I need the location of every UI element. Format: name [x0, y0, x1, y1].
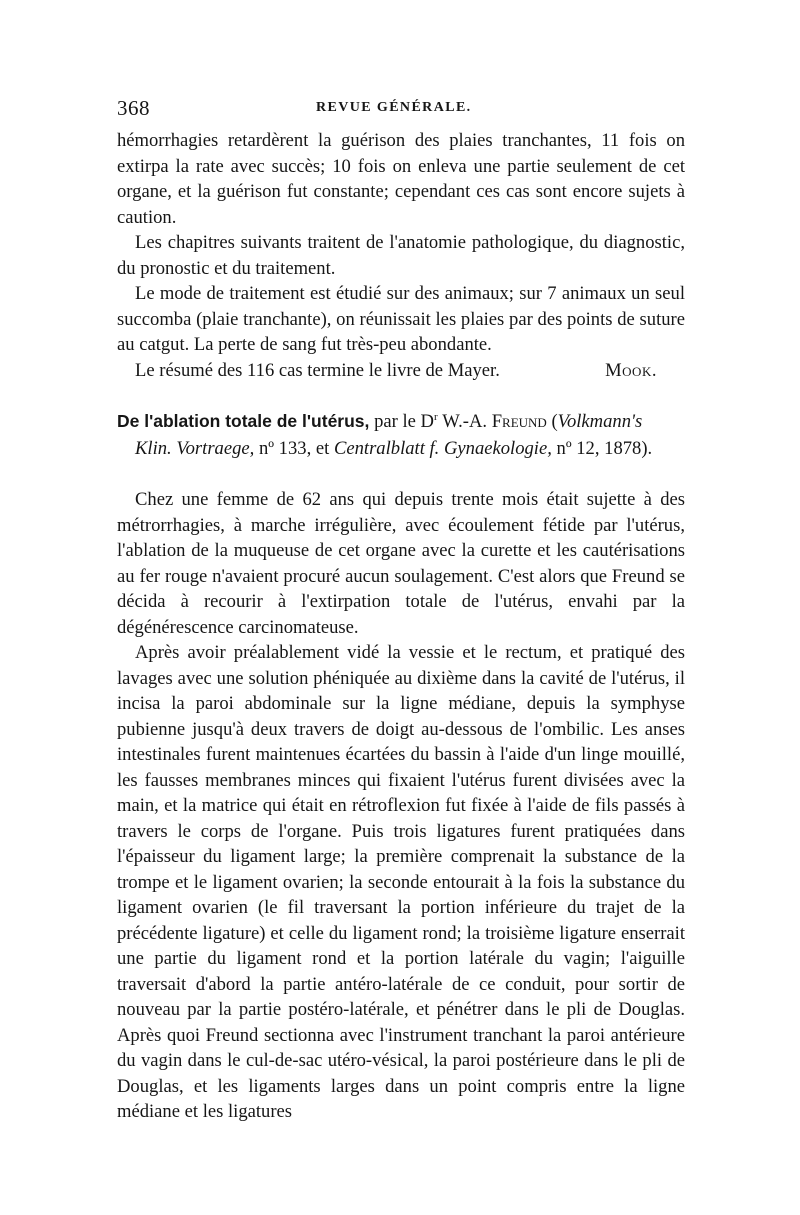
page-header: [117, 96, 687, 120]
article-body: [117, 487, 685, 1125]
ref-open-paren: (: [551, 411, 558, 433]
paragraph: Le mode de traitement est étudié sur des animaux; sur 7 animaux un seul succomba (plaie tranchante), on réunissait les plaies par des points de suture au catgut. La perte de sang fut très-peu abondante.: [117, 283, 685, 355]
ref-number-2: nº 12, 1878).: [556, 438, 653, 460]
review-section: [117, 128, 685, 383]
dr-superscript: r: [433, 411, 438, 423]
heading-line-2: [117, 435, 685, 462]
paragraph: Chez une femme de 62 ans qui depuis trente mois était sujette à des métrorrhagies, à marche irrégulière, avec écoulement fétide par l'utérus, l'ablation de la muqueuse de cet organe avec la curette et les cautérisations au fer rouge n'avaient procuré aucun soulagement. C'est alors que Freund se décida à recourir à l'extirpation totale de l'utérus, envahi par la dégénérescence carcinomateuse.: [117, 489, 685, 638]
closing-line: [117, 358, 685, 384]
article-heading: [117, 404, 685, 462]
ref-journal-2: Klin. Vortraege,: [135, 438, 255, 460]
running-head: REVUE GÉNÉRALE.: [316, 100, 472, 115]
article-author: W.-A. Freund: [442, 411, 547, 433]
paragraph: Le résumé des 116 cas termine le livre de Mayer.: [135, 359, 500, 381]
heading-line-1: [117, 404, 685, 435]
page-number: 368: [117, 96, 150, 120]
paragraph: Après avoir préalablement vidé la vessie et le rectum, et pratiqué des lavages avec une solution phéniquée au dixième dans la cavité de l'utérus, il incisa la paroi abdominale sur la ligne médiane, depuis la symphyse pubienne jusqu'à deux travers de doigt au-dessous de l'ombilic. Les anses intestinales furent maintenues écartées du bassin à l'aide d'un linge mouillé, les fausses membranes minces qui fixaient l'utérus furent divisées avec la main, et la matrice qui était en rétroflexion fut fixée à l'aide de fils passés à travers le corps de l'organe. Puis trois ligatures furent pratiquées dans l'épaisseur du ligament large; la première comprenait la substance de la trompe et le ligament ovarien; la seconde entourait à la fois la substance du ligament ovarien (le fil traversant la portion inférieure du trajet de la précédente ligature) et celle du ligament rond; la troisième ligature enserrait une partie du ligament rond et la portion latérale du vagin; l'aiguille traversait d'abord la partie antéro-latérale de ce conduit, pour sortir de nouveau par la partie postéro-latérale, et pénétrer dans le pli de Douglas. Après quoi Freund sectionna avec l'instrument tranchant la paroi antérieure du vagin dans le cul-de-sac utéro-vésical, la paroi postérieure dans le pli de Douglas, et les ligaments larges dans un point compris entre la ligne médiane et les ligatures: [117, 642, 685, 1122]
ref-number-1: nº 133, et: [258, 438, 330, 460]
article-title: De l'ablation totale de l'utérus,: [117, 411, 370, 432]
reviewer-signature: Mook.: [605, 359, 657, 381]
paragraph: hémorrhagies retardèrent la guérison des plaies tranchantes, 11 fois on extirpa la rate avec succès; 10 fois on enleva une partie seulement de cet organe, et la guérison fut constante; cependant ces cas sont encore sujets à caution.: [117, 130, 685, 228]
author-prefix: par le $D^r$: [374, 411, 438, 433]
ref-journal-3: Centralblatt f. Gynaekologie,: [333, 438, 552, 460]
ref-journal-1: Volkmann's: [557, 411, 643, 433]
paragraph: Les chapitres suivants traitent de l'anatomie pathologique, du diagnostic, du pronostic et du traitement.: [117, 232, 685, 279]
